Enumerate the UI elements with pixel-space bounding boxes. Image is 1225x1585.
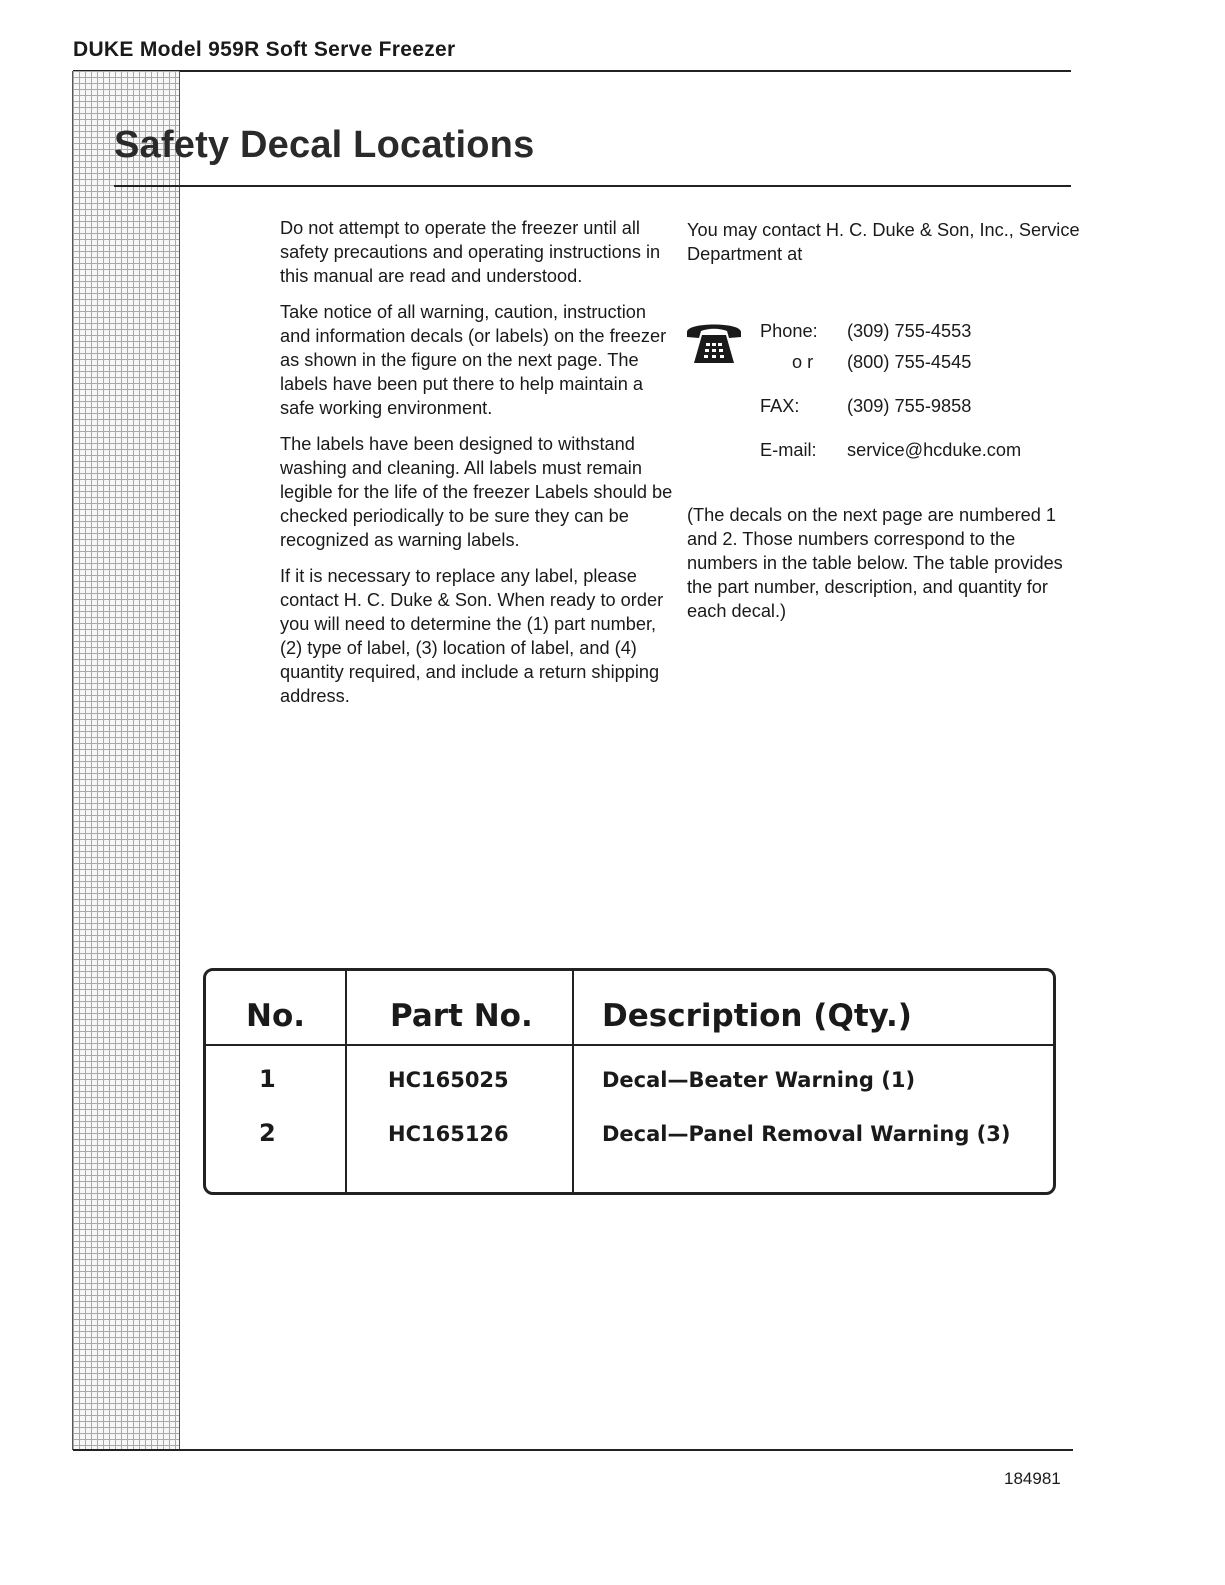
table-cell-part-no: HC165025: [388, 1068, 509, 1092]
header-divider: [206, 1044, 1053, 1046]
column-header-part-no: Part No.: [390, 998, 533, 1034]
table-cell-description: Decal—Beater Warning (1): [602, 1068, 916, 1092]
paragraph-durability: The labels have been designed to withstand washing and cleaning. All labels must remain legible for the life of the freezer Labels should be checked periodically to be sure they can be recognized as warning labels.: [280, 434, 673, 550]
contact-intro: You may contact H. C. Duke & Son, Inc., Service Department at: [687, 220, 1080, 264]
title-rule: [114, 185, 1071, 187]
document-header: DUKE Model 959R Soft Serve Freezer: [73, 38, 456, 61]
paragraph-operate: Do not attempt to operate the freezer until all safety precautions and operating instructions in this manual are read and understood.: [280, 218, 661, 286]
header-rule: [73, 70, 1071, 72]
page-number: 184981: [1004, 1469, 1061, 1488]
table-cell-no: 1: [259, 1065, 276, 1093]
grid-margin-strip: [72, 71, 180, 1450]
or-label: o r: [792, 352, 814, 372]
telephone-icon: [684, 318, 744, 366]
phone-label: Phone:: [760, 321, 818, 341]
fax-label: FAX:: [760, 396, 800, 416]
footer-rule: [73, 1449, 1073, 1451]
column-divider-1: [345, 971, 347, 1192]
table-cell-no: 2: [259, 1119, 276, 1147]
phone-number-1: (309) 755-4553: [847, 321, 972, 341]
column-header-description: Description (Qty.): [602, 998, 912, 1034]
fax-number: (309) 755-9858: [847, 396, 972, 416]
decal-table: [203, 968, 1056, 1195]
phone-number-2: (800) 755-4545: [847, 352, 972, 372]
decal-note: (The decals on the next page are numbered 1 and 2. Those numbers correspond to the numbers in the table below. The table provides the part number, description, and quantity for each decal.): [687, 505, 1063, 621]
email-address: service@hcduke.com: [847, 440, 1022, 460]
table-cell-description: Decal—Panel Removal Warning (3): [602, 1122, 1011, 1146]
left-column: [280, 216, 676, 720]
paragraph-replace: If it is necessary to replace any label, please contact H. C. Duke & Son. When ready to order you will need to determine the (1) part number, (2) type of label, (3) location of label, and (4) quantity required, and include a return shipping address.: [280, 566, 664, 706]
table-cell-part-no: HC165126: [388, 1122, 509, 1146]
column-divider-2: [572, 971, 574, 1192]
email-label: E-mail:: [760, 440, 817, 460]
page-title: Safety Decal Locations: [114, 124, 535, 166]
paragraph-notice: Take notice of all warning, caution, instruction and information decals (or labels) on the freezer as shown in the figure on the next page. The labels have been put there to help maintain a safe working environment.: [280, 302, 667, 418]
column-header-no: No.: [246, 998, 306, 1034]
right-column: [687, 218, 1082, 266]
